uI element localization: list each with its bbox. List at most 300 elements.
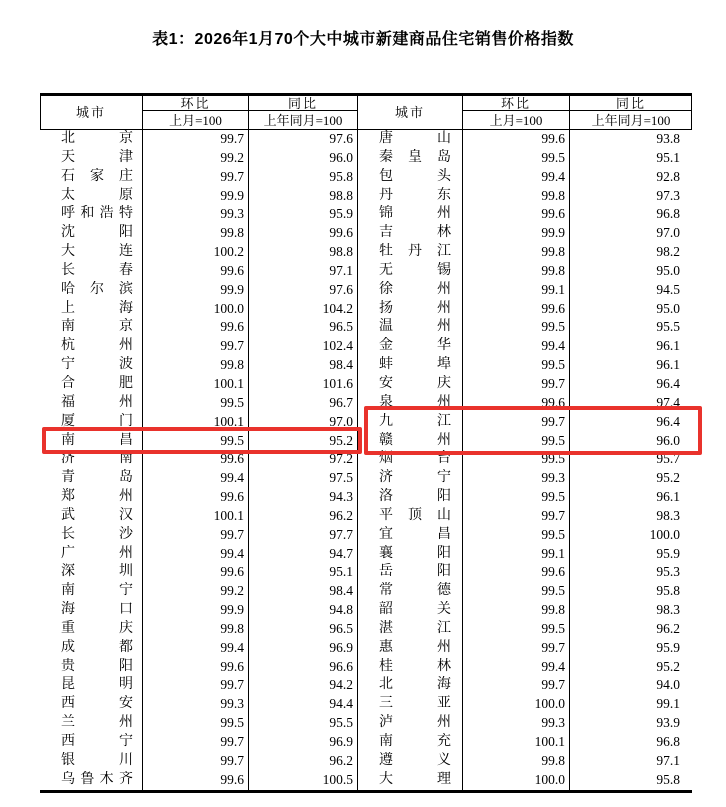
yoy-value: 96.6 [249,658,358,677]
city-char: 三 [379,696,393,712]
mom-value: 99.7 [463,676,570,695]
table-row [40,620,692,639]
city-char: 江 [437,413,451,429]
table-row [40,281,692,300]
mom-value: 99.7 [143,337,249,356]
city-name [61,676,133,695]
city-cell [358,526,463,545]
header-mom-right-label: 环比 [463,96,569,111]
header-yoy-right-label: 同比 [570,96,692,111]
city-char: 西 [61,696,75,712]
city-name [61,658,133,677]
header-yoy-right-base: 上年同月=100 [591,113,671,128]
yoy-value: 95.0 [656,300,680,316]
city-char: 济 [379,470,393,486]
table-row [40,205,692,224]
city-char: 湛 [379,620,393,636]
city-char: 州 [437,300,451,316]
yoy-value: 94.2 [249,676,358,695]
city-char: 烟 [379,451,393,467]
city-char: 阳 [119,225,133,241]
yoy-value: 95.2 [656,658,680,674]
city-cell [40,620,143,639]
city-cell [358,168,463,187]
table-row [40,658,692,677]
mom-value: 99.4 [463,337,570,356]
city-cell [358,149,463,168]
table-row [40,300,692,319]
yoy-value: 96.4 [656,375,680,391]
yoy-value: 97.1 [656,752,680,768]
city-char: 明 [119,677,133,693]
header-mom-right [463,96,570,129]
city-name [61,582,133,601]
city-cell [358,130,463,149]
city-char: 州 [437,432,451,448]
city-name [379,601,451,620]
mom-value: 99.9 [143,187,249,206]
city-char: 锦 [379,206,393,222]
city-cell [358,469,463,488]
yoy-value: 95.1 [656,149,680,165]
city-char: 京 [119,319,133,335]
city-char: 德 [437,583,451,599]
yoy-value: 95.5 [249,714,358,733]
city-cell [40,676,143,695]
header-mom-left-base: 上月=100 [169,113,222,128]
mom-value: 99.6 [463,394,570,413]
city-char: 石 [61,168,75,184]
city-char: 山 [437,131,451,146]
header-yoy-right [570,96,692,129]
city-cell [40,394,143,413]
yoy-value: 92.8 [656,168,680,184]
city-cell [40,318,143,337]
mom-value: 99.6 [143,488,249,507]
city-char: 肥 [119,375,133,391]
city-name [379,545,451,564]
city-name [61,526,133,545]
city-char: 庆 [119,620,133,636]
yoy-value: 95.2 [656,470,680,486]
city-char: 西 [61,734,75,749]
table-row [40,187,692,206]
city-char: 南 [379,734,393,749]
table-row [40,243,692,262]
yoy-value: 95.1 [249,563,358,582]
city-cell [40,733,143,752]
city-name [61,771,133,790]
city-char: 和 [80,206,95,222]
city-char: 惠 [379,639,393,655]
mom-value: 99.8 [463,752,570,771]
city-char: 呼 [61,206,75,222]
city-name [61,620,133,639]
city-char: 原 [119,187,133,203]
city-cell [358,356,463,375]
city-char: 州 [119,545,133,561]
mom-value: 99.6 [143,262,249,281]
city-char: 都 [119,639,133,655]
mom-value: 99.7 [143,168,249,187]
city-cell [40,752,143,771]
yoy-value: 99.1 [656,696,680,712]
city-char: 宁 [119,734,133,749]
city-char: 温 [379,319,393,335]
header-yoy-left-label: 同比 [249,96,357,111]
city-char: 庄 [119,168,133,184]
city-char: 家 [90,168,104,184]
city-name [61,168,133,187]
table-row [40,545,692,564]
yoy-value: 96.8 [656,734,680,749]
city-cell [40,281,143,300]
city-char: 韶 [379,602,393,618]
city-char: 鲁 [80,771,95,787]
yoy-value: 94.4 [249,695,358,714]
city-char: 平 [379,507,393,523]
header-left-border [40,96,41,129]
city-cell [40,563,143,582]
city-char: 扬 [379,300,393,316]
city-char: 兰 [61,715,75,731]
city-cell [40,300,143,319]
city-cell [40,375,143,394]
mom-value: 99.8 [463,187,570,206]
mom-value: 99.7 [463,413,570,432]
city-char: 充 [437,734,451,749]
yoy-value: 96.5 [249,620,358,639]
city-cell [358,507,463,526]
yoy-value: 95.7 [656,451,680,467]
city-char: 门 [119,413,133,429]
city-name [61,488,133,507]
city-cell [358,658,463,677]
city-cell [358,488,463,507]
yoy-value: 97.7 [249,526,358,545]
city-char: 州 [437,281,451,297]
city-char: 山 [437,507,451,523]
city-cell [40,639,143,658]
city-cell [358,262,463,281]
city-name [379,526,451,545]
mom-value: 99.6 [463,130,570,149]
city-char: 理 [437,771,451,787]
yoy-value: 97.6 [249,130,358,149]
city-char: 阳 [437,489,451,505]
city-name [379,714,451,733]
city-char: 埠 [437,357,451,373]
city-char: 广 [61,545,75,561]
city-name [379,488,451,507]
city-cell [358,187,463,206]
city-char: 大 [379,771,393,787]
yoy-value: 98.3 [656,602,680,618]
mom-value: 99.6 [143,658,249,677]
city-char: 九 [379,413,393,429]
yoy-value: 93.8 [656,131,680,146]
mom-value: 99.2 [143,582,249,601]
city-char: 泸 [379,715,393,731]
table-row [40,733,692,752]
mom-value: 99.4 [143,469,249,488]
city-cell [358,224,463,243]
city-cell [358,695,463,714]
city-char: 北 [379,677,393,693]
mom-value: 99.5 [463,432,570,451]
city-name [379,243,451,262]
city-char: 无 [379,262,393,278]
city-name [379,168,451,187]
mom-value: 99.6 [143,450,249,469]
city-char: 岛 [119,470,133,486]
city-name [61,469,133,488]
city-name [61,394,133,413]
city-cell [358,318,463,337]
city-char: 贵 [61,658,75,674]
yoy-value: 95.8 [656,583,680,599]
city-char: 连 [119,244,133,260]
table-row [40,714,692,733]
city-char: 天 [61,149,75,165]
city-cell [358,563,463,582]
yoy-value: 97.4 [656,394,680,410]
page-title: 表1：2026年1月70个大中城市新建商品住宅销售价格指数 [152,31,574,48]
city-char: 沙 [119,526,133,542]
city-char: 林 [437,225,451,241]
mom-value: 100.1 [463,733,570,752]
city-char: 成 [61,639,75,655]
mom-value: 99.6 [463,563,570,582]
header-mom-left [143,96,249,129]
yoy-value: 95.0 [656,262,680,278]
city-cell [40,714,143,733]
table-row [40,318,692,337]
yoy-value: 98.8 [249,187,358,206]
yoy-value: 96.1 [656,338,680,354]
city-char: 海 [437,677,451,693]
city-char: 头 [437,168,451,184]
city-cell [358,300,463,319]
mom-value: 99.9 [143,281,249,300]
city-name [379,582,451,601]
mom-value: 99.7 [143,676,249,695]
city-name [61,318,133,337]
city-name [379,563,451,582]
city-cell [358,243,463,262]
header-city-left: 城市 [40,96,143,129]
mom-value: 99.7 [143,752,249,771]
city-char: 丹 [379,187,393,203]
header-yoy-left [249,96,358,129]
city-cell [40,356,143,375]
city-char: 襄 [379,545,393,561]
yoy-value: 96.2 [249,507,358,526]
yoy-value: 96.2 [249,752,358,771]
yoy-value: 95.9 [656,545,680,561]
city-char: 赣 [379,432,393,448]
city-name [61,695,133,714]
mom-value: 99.8 [143,224,249,243]
yoy-value: 100.0 [649,526,680,542]
city-cell [40,507,143,526]
city-char: 京 [119,131,133,146]
yoy-value: 104.2 [249,300,358,319]
city-char: 浩 [99,206,114,222]
city-cell [40,526,143,545]
header-right-border [691,96,692,129]
city-name [61,507,133,526]
yoy-value: 97.2 [249,450,358,469]
city-char: 徐 [379,281,393,297]
city-cell [358,771,463,790]
city-char: 南 [61,432,75,448]
yoy-value: 98.8 [249,243,358,262]
city-char: 宁 [437,470,451,486]
city-name [379,149,451,168]
city-name [61,601,133,620]
highlight-box-jiujiang-ganzhou [364,406,702,455]
city-char: 华 [437,338,451,354]
city-char: 州 [119,338,133,354]
mom-value: 99.5 [463,356,570,375]
yoy-value: 97.1 [249,262,358,281]
city-name [379,620,451,639]
city-name [61,130,133,149]
city-char: 深 [61,564,75,580]
city-char: 州 [437,394,451,410]
yoy-value: 95.2 [249,432,358,451]
city-cell [358,620,463,639]
mom-value: 100.0 [463,771,570,790]
city-char: 丹 [408,244,422,260]
city-cell [40,337,143,356]
table-row [40,224,692,243]
city-cell [40,168,143,187]
city-char: 锡 [437,262,451,278]
mom-value: 99.5 [463,318,570,337]
mom-value: 99.1 [463,281,570,300]
mom-value: 99.2 [143,149,249,168]
yoy-value: 94.8 [249,601,358,620]
city-char: 阳 [437,545,451,561]
city-char: 昌 [119,432,133,448]
mom-value: 99.6 [143,318,249,337]
mom-value: 99.8 [143,356,249,375]
mom-value: 99.5 [143,394,249,413]
city-char: 尔 [90,281,104,297]
city-char: 安 [379,375,393,391]
city-char: 圳 [119,564,133,580]
city-name [61,714,133,733]
city-name [379,224,451,243]
yoy-value: 95.8 [249,168,358,187]
mom-value: 99.7 [143,733,249,752]
city-cell [40,545,143,564]
yoy-value: 95.9 [249,205,358,224]
city-char: 太 [61,187,75,203]
yoy-value: 93.9 [656,715,680,731]
city-char: 大 [61,244,75,260]
table-row [40,526,692,545]
mom-value: 99.6 [143,563,249,582]
mom-value: 99.3 [463,714,570,733]
city-name [61,187,133,206]
mom-value: 99.7 [463,507,570,526]
mom-value: 100.1 [143,413,249,432]
city-name [379,658,451,677]
city-cell [40,695,143,714]
city-char: 郑 [61,489,75,505]
city-char: 波 [119,357,133,373]
city-cell [358,375,463,394]
city-cell [358,545,463,564]
city-char: 阳 [437,564,451,580]
city-char: 南 [61,319,75,335]
city-char: 福 [61,394,75,410]
table-row [40,752,692,771]
yoy-value: 97.6 [249,281,358,300]
city-name [379,676,451,695]
mom-value: 99.4 [143,639,249,658]
city-char: 宁 [61,357,75,373]
table-row [40,676,692,695]
city-name [379,733,451,752]
yoy-value: 97.5 [249,469,358,488]
city-name [379,262,451,281]
table-header [40,96,692,130]
city-char: 包 [379,168,393,184]
city-cell [40,243,143,262]
yoy-value: 95.3 [656,564,680,580]
city-char: 昆 [61,677,75,693]
mom-value: 99.5 [463,582,570,601]
city-char: 合 [61,375,75,391]
yoy-value: 99.6 [249,224,358,243]
city-cell [40,205,143,224]
city-name [61,149,133,168]
mom-value: 99.5 [463,149,570,168]
yoy-value: 94.7 [249,545,358,564]
table-row [40,469,692,488]
table-row [40,488,692,507]
city-char: 州 [437,715,451,731]
city-cell [40,771,143,790]
city-char: 南 [119,451,133,467]
city-cell [40,488,143,507]
city-name [379,205,451,224]
yoy-value: 95.9 [656,639,680,655]
mom-value: 99.9 [143,601,249,620]
city-cell [358,337,463,356]
table-row [40,149,692,168]
city-char: 洛 [379,489,393,505]
city-cell [40,582,143,601]
city-char: 安 [119,696,133,712]
yoy-value: 102.4 [249,337,358,356]
city-char: 武 [61,507,75,523]
city-char: 沈 [61,225,75,241]
city-char: 木 [99,771,114,787]
city-char: 州 [437,319,451,335]
mom-value: 99.5 [143,714,249,733]
header-mom-right-base: 上月=100 [489,113,543,128]
city-char: 江 [437,244,451,260]
yoy-value: 97.3 [656,187,680,203]
mom-value: 99.5 [143,432,249,451]
city-cell [358,676,463,695]
mom-value: 99.4 [143,545,249,564]
